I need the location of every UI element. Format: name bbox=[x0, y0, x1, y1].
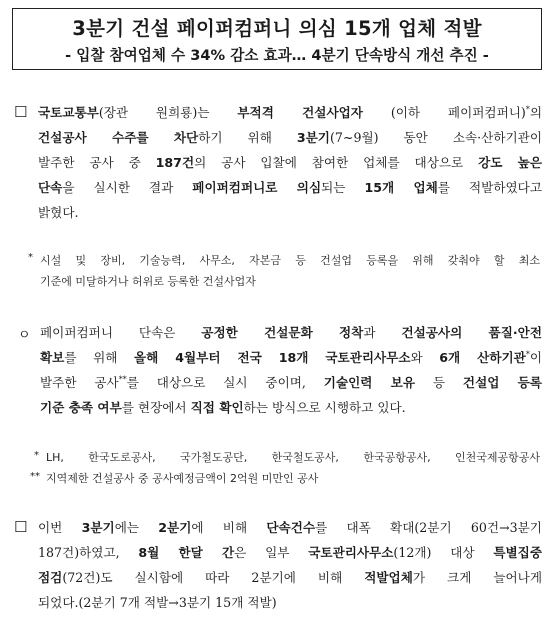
text: 하기 위해 bbox=[198, 130, 297, 145]
footnote-ref: * bbox=[525, 104, 530, 114]
text: 하는 방식으로 시행하고 있다. bbox=[243, 400, 406, 415]
text: (72건)도 실시함에 따라 2분기에 비해 bbox=[62, 570, 365, 585]
checkbox-marker: ☐ bbox=[14, 518, 28, 536]
highlight: 특별집중 bbox=[493, 545, 542, 560]
highlight: 건설업 등록 bbox=[462, 375, 542, 390]
text: 를 위해 bbox=[64, 350, 134, 365]
p2-line-3 bbox=[40, 370, 542, 395]
ministry-name: 국토교통부 bbox=[38, 105, 99, 120]
text: 은 일부 bbox=[234, 545, 309, 560]
highlight: 6개 산하기관 bbox=[439, 350, 526, 365]
checkbox-marker: ☐ bbox=[14, 103, 28, 121]
text: 페이퍼컴퍼니 단속은 bbox=[40, 325, 202, 340]
p2-line-2 bbox=[40, 345, 542, 370]
title-box bbox=[12, 8, 542, 70]
highlight: 187건 bbox=[155, 155, 195, 170]
p1-line-5: 밝혔다. bbox=[38, 205, 79, 220]
note1-line-1: 시설 및 장비, 기술능력, 사무소, 자본금 등 건설업 등록을 위해 갖춰야 할 최소 bbox=[40, 254, 540, 267]
paragraph-3 bbox=[38, 515, 542, 615]
highlight: 2분기 bbox=[158, 520, 192, 535]
paragraph-1 bbox=[38, 100, 542, 225]
highlight: 단속 bbox=[38, 180, 63, 195]
highlight: 국토관리사무소 bbox=[308, 545, 394, 560]
footnote-1 bbox=[40, 250, 540, 292]
highlight: 확보 bbox=[40, 350, 65, 365]
p3-line-4: 되었다.(2분기 7개 적발→3분기 15개 적발) bbox=[38, 595, 277, 610]
highlight: 페이퍼컴퍼니로 의심 bbox=[192, 180, 322, 195]
text: 을 실시한 결과 bbox=[62, 180, 193, 195]
p3-line-1 bbox=[38, 515, 542, 540]
text: 3분기 bbox=[509, 520, 542, 535]
text: 의 bbox=[529, 105, 543, 120]
note2-line-2: 지역제한 건설공사 중 공사예정금액이 2억원 미만인 공사 bbox=[46, 472, 319, 485]
note1-line-2: 기준에 미달하거나 허위로 등록한 건설사업자 bbox=[40, 275, 256, 288]
text: 이 bbox=[529, 350, 542, 365]
highlight: 공정한 건설문화 정착 bbox=[201, 325, 364, 340]
highlight: 점검 bbox=[38, 570, 63, 585]
highlight: 단속건수 bbox=[266, 520, 316, 535]
footnote-ref: ** bbox=[118, 374, 127, 384]
highlight: 15개 업체 bbox=[364, 180, 438, 195]
highlight: 3분기 bbox=[296, 130, 330, 145]
highlight: 기준 충족 여부 bbox=[40, 400, 122, 415]
footnote-2 bbox=[46, 447, 540, 489]
text: 187건)하였고, bbox=[38, 545, 139, 560]
text: 발주한 공사 bbox=[40, 375, 119, 390]
text: 를 적발하였다고 bbox=[437, 180, 542, 195]
highlight: 부적격 건설사업자 bbox=[237, 105, 363, 120]
text: 를 대폭 확대(2분기 60건 bbox=[315, 520, 500, 535]
text: (이하 페이퍼컴퍼니) bbox=[390, 105, 526, 120]
p3-line-2 bbox=[38, 540, 542, 565]
p2-line-4 bbox=[40, 395, 542, 420]
highlight: 강도 높은 bbox=[478, 155, 543, 170]
text: (7~9월) 동안 소속·산하기관이 bbox=[329, 130, 542, 145]
text: 되는 bbox=[321, 180, 365, 195]
text: 에 비해 bbox=[191, 520, 267, 535]
bullet-marker: ㅇ bbox=[18, 328, 31, 343]
p1-line-3 bbox=[38, 150, 542, 175]
p1-line-1 bbox=[38, 100, 542, 125]
highlight: 8월 한달 간 bbox=[138, 545, 235, 560]
footnote-mark: ** bbox=[30, 471, 40, 482]
highlight: 적발업체 bbox=[364, 570, 413, 585]
highlight: 3분기 bbox=[81, 520, 115, 535]
paragraph-2 bbox=[40, 320, 542, 420]
footnote-ref: * bbox=[525, 349, 530, 359]
text: 가 크게 늘어나게 bbox=[412, 570, 542, 585]
p2-line-1 bbox=[40, 320, 542, 345]
text: 의 공사 입찰에 참여한 업체를 대상으로 bbox=[194, 155, 479, 170]
page-subtitle: - 입찰 참여업체 수 34% 감소 효과… 4분기 단속방식 개선 추진 - bbox=[65, 47, 489, 64]
footnote-mark: * bbox=[28, 252, 33, 263]
p3-line-3 bbox=[38, 565, 542, 590]
text: 이번 bbox=[38, 520, 82, 535]
text: 를 현장에서 bbox=[121, 400, 191, 415]
highlight: 올해 4월부터 전국 18개 국토관리사무소 bbox=[133, 350, 411, 365]
p1-line-4 bbox=[38, 175, 542, 200]
text: 에는 bbox=[114, 520, 159, 535]
highlight: 직접 확인 bbox=[190, 400, 244, 415]
highlight: 기술인력 보유 bbox=[323, 375, 416, 390]
text: (12개) 대상 bbox=[393, 545, 494, 560]
highlight: 건설공사의 품질·안전 bbox=[401, 325, 542, 340]
text: (장관 원희룡)는 bbox=[98, 105, 238, 120]
highlight: 건설공사 수주를 차단 bbox=[38, 130, 199, 145]
text: 와 bbox=[410, 350, 440, 365]
text: 발주한 공사 중 bbox=[38, 155, 156, 170]
text: 등 bbox=[415, 375, 463, 390]
note2-line-1: LH, 한국도로공사, 국가철도공단, 한국철도공사, 한국공항공사, 인천국제공항공사 bbox=[46, 451, 540, 464]
footnote-mark: * bbox=[34, 450, 39, 461]
arrow-glyph: → bbox=[499, 520, 510, 535]
page-title: 3분기 건설 페이퍼컴퍼니 의심 15개 업체 적발 bbox=[72, 17, 482, 40]
p1-line-2 bbox=[38, 125, 542, 150]
text: 를 대상으로 실시 중이며, bbox=[126, 375, 324, 390]
text: 과 bbox=[363, 325, 402, 340]
